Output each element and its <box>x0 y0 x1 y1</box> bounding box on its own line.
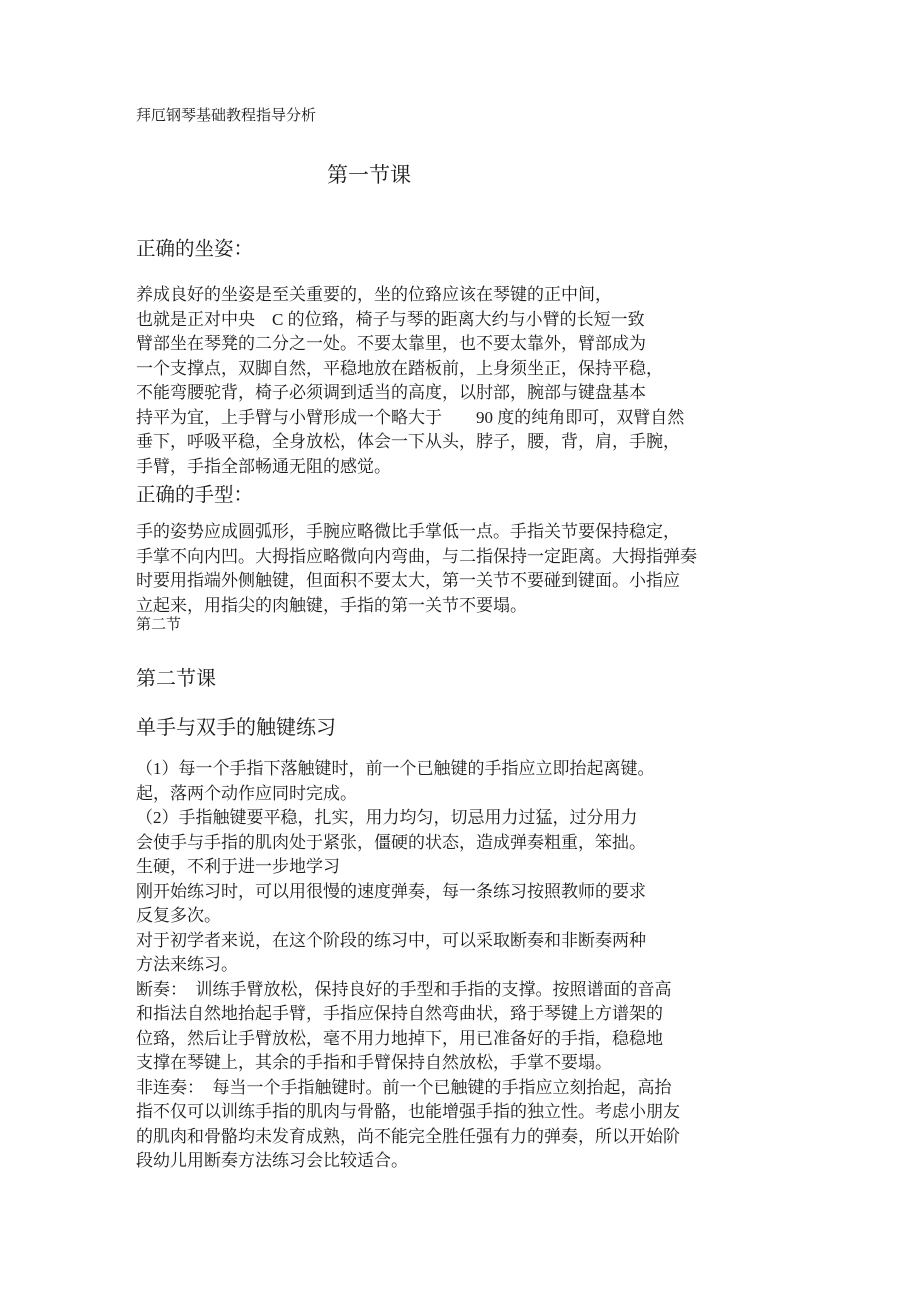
text-line: 支撑在琴键上，其余的手指和手臂保持自然放松，手掌不要塌。 <box>136 1053 612 1072</box>
lesson1-title: 第一节课 <box>327 163 411 187</box>
text-line: 断奏： 训练手臂放松，保持良好的手型和手指的支撑。按照谱面的音高 <box>136 979 672 999</box>
text-line: 段幼儿用断奏方法练习会比较适合。 <box>136 1151 408 1170</box>
text-line: 一个支撑点，双脚自然，平稳地放在踏板前，上身须坐正，保持平稳， <box>136 358 663 378</box>
text-line: 手臂，手指全部畅通无阻的感觉。 <box>136 456 391 476</box>
text-line: 对于初学者来说，在这个阶段的练习中，可以采取断奏和非断奏两种 <box>136 930 646 950</box>
text-line: 生硬，不利于进一步地学习 <box>136 857 340 876</box>
lesson2-title: 第二节课 <box>136 668 216 690</box>
text-line: 垂下，呼吸平稳，全身放松，体会一下从头，脖子，腰，背，肩，手腕， <box>136 432 680 451</box>
text-line: 非连奏： 每当一个手指触键时。前一个已触键的手指应立刻抬起，高抬 <box>136 1077 672 1097</box>
paragraph-correct-hand-shape <box>136 520 697 618</box>
heading-correct-hand-shape: 正确的手型： <box>136 485 254 506</box>
text-line: 刚开始练习时，可以用很慢的速度弹奏，每一条练习按照教师的要求 <box>136 881 646 901</box>
document-header-title: 拜厄钢琴基础教程指导分析 <box>136 108 317 124</box>
text-line: 手掌不向内凹。大拇指应略微向内弯曲，与二指保持一定距离。大拇指弹奏 <box>136 546 697 566</box>
heading-touch-key-practice: 单手与双手的触键练习 <box>136 717 336 739</box>
text-line: 立起来，用指尖的肉触键，手指的第一关节不要塌。 <box>136 595 527 615</box>
text-line: 养成良好的坐姿是至关重要的，坐的位臵应该在琴键的正中间， <box>136 285 612 304</box>
text-line: （2）手指触键要平稳，扎实，用力均匀，切忌用力过猛，过分用力 <box>136 808 638 827</box>
text-line: 不能弯腰驼背，椅子必须调到适当的高度，以肘部，腕部与键盘基本 <box>136 383 646 402</box>
text-line: 的肌肉和骨骼均未发育成熟，尚不能完全胜任强有力的弹奏，所以开始阶 <box>136 1126 680 1146</box>
paragraph-touch-key-practice <box>136 757 680 1174</box>
text-line: 会使手与手指的肌肉处于紧张，僵硬的状态，造成弹奏粗重，笨拙。 <box>136 832 646 852</box>
heading-correct-posture: 正确的坐姿： <box>136 239 254 260</box>
section2-marker: 第二节 <box>136 617 182 633</box>
text-line: （1）每一个手指下落触键时，前一个已触键的手指应立即抬起离键。 <box>136 759 655 778</box>
text-line: 臂部坐在琴凳的二分之一处。不要太靠里，也不要太靠外，臂部成为 <box>136 334 646 353</box>
text-line: 起，落两个动作应同时完成。 <box>136 783 357 803</box>
text-line: 也就是正对中央 C 的位臵，椅子与琴的距离大约与小臂的长短一致 <box>136 309 645 329</box>
text-line: 位臵，然后让手臂放松，毫不用力地掉下，用已准备好的手指，稳稳地 <box>136 1028 663 1048</box>
text-line: 时要用指端外侧触键，但面积不要太大，第一关节不要碰到键面。小指应 <box>136 571 680 590</box>
text-line: 反复多次。 <box>136 906 221 925</box>
text-line: 和指法自然地抬起手臂，手指应保持自然弯曲状，臵于琴键上方谱架的 <box>136 1004 663 1023</box>
text-line: 方法来练习。 <box>136 955 238 974</box>
text-line: 持平为宜，上手臂与小臂形成一个略大于 90 度的纯角即可，双臂自然 <box>136 407 685 427</box>
paragraph-correct-posture <box>136 283 684 479</box>
text-line: 指不仅可以训练手指的肌肉与骨骼，也能增强手指的独立性。考虑小朋友 <box>136 1102 680 1121</box>
text-line: 手的姿势应成圆弧形，手腕应略微比手掌低一点。手指关节要保持稳定， <box>136 522 680 541</box>
